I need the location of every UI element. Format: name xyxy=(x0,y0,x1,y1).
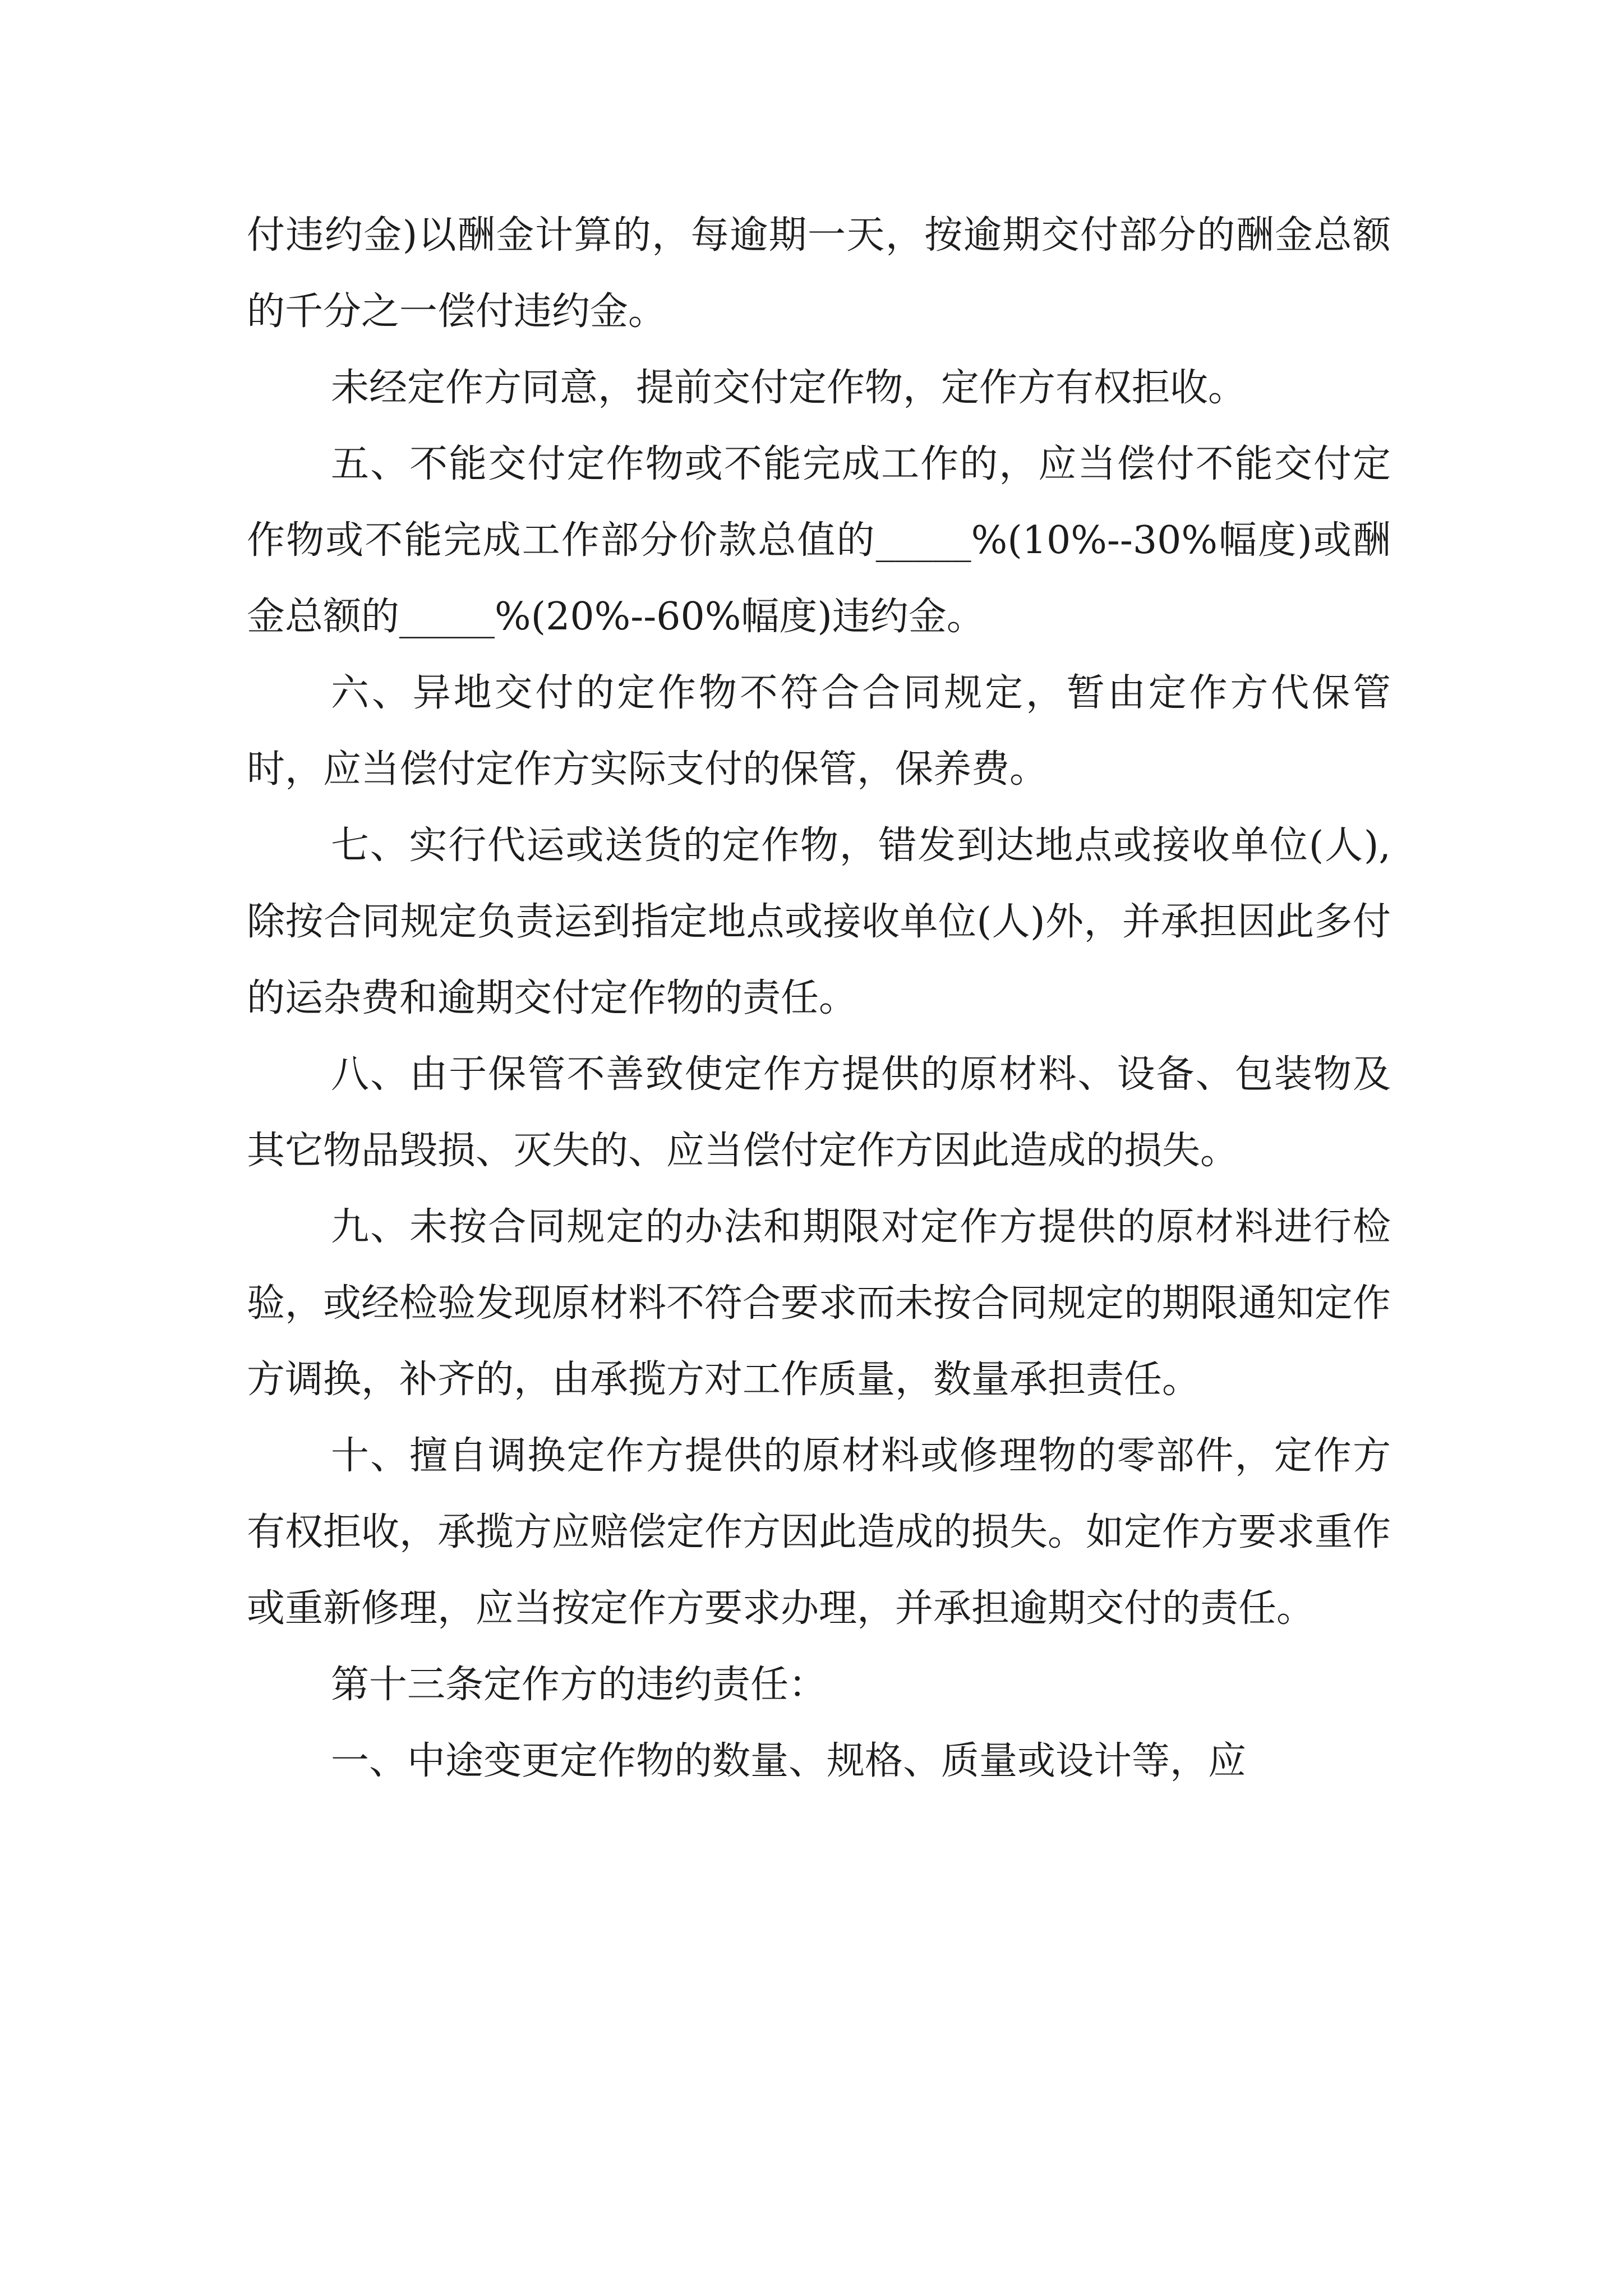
paragraph-clause-8: 八、由于保管不善致使定作方提供的原材料、设备、包装物及其它物品毁损、灭失的、应当偿付定作方因此造成的损失。 xyxy=(247,1052,1391,1173)
paragraph-early-delivery: 未经定作方同意，提前交付定作物，定作方有权拒收。 xyxy=(331,366,1247,410)
paragraph-clause-7: 七、实行代运或送货的定作物，错发到达地点或接收单位(人),除按合同规定负责运到指定地点或接收单位(人)外，并承担因此多付的运杂费和逾期交付定作物的责任。 xyxy=(247,823,1391,1020)
paragraph-clause-5: 五、不能交付定作物或不能完成工作的，应当偿付不能交付定作物或不能完成工作部分价款总值的_____%(10%--30%幅度)或酬金总额的_____%(20%--60%幅度)违约金。 xyxy=(247,442,1391,639)
document-body xyxy=(247,197,1391,1800)
paragraph-clause-9: 九、未按合同规定的办法和期限对定作方提供的原材料进行检验，或经检验发现原材料不符合要求而未按合同规定的期限通知定作方调换，补齐的，由承揽方对工作质量，数量承担责任。 xyxy=(247,1205,1391,1402)
article-13-heading: 第十三条定作方的违约责任： xyxy=(331,1663,827,1707)
paragraph-clause-10: 十、擅自调换定作方提供的原材料或修理物的零部件，定作方有权拒收，承揽方应赔偿定作方因此造成的损失。如定作方要求重作或重新修理，应当按定作方要求办理，并承担逾期交付的责任。 xyxy=(247,1434,1391,1631)
paragraph-clause-6: 六、异地交付的定作物不符合合同规定，暂由定作方代保管时，应当偿付定作方实际支付的保管，保养费。 xyxy=(247,671,1391,792)
paragraph-penalty-continuation: 付违约金)以酬金计算的，每逾期一天，按逾期交付部分的酬金总额的千分之一偿付违约金。 xyxy=(247,213,1391,334)
paragraph-article-13-clause-1: 一、中途变更定作物的数量、规格、质量或设计等，应 xyxy=(331,1739,1247,1783)
